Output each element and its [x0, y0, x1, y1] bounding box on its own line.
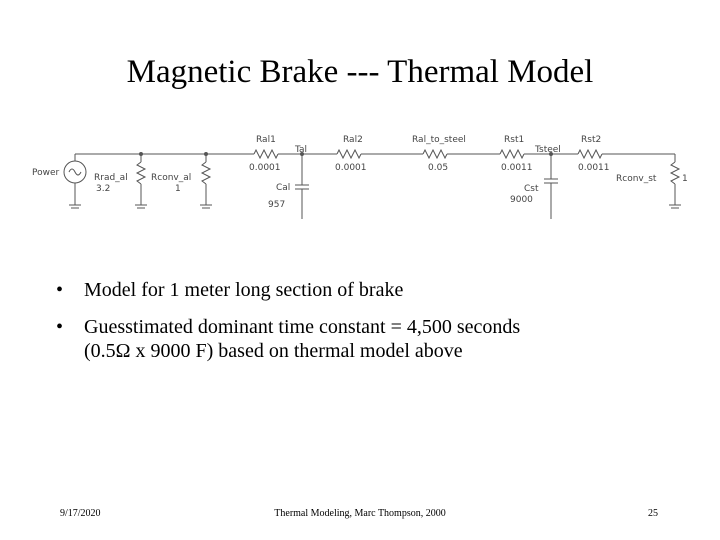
- label-ral-to-steel: Ral_to_steel: [412, 135, 466, 145]
- label-cst-value: 9000: [510, 195, 533, 205]
- bullet-item: [56, 315, 676, 363]
- footer-page-number: 25: [648, 508, 658, 519]
- bullet-list: [56, 278, 676, 376]
- bullet-text: Guesstimated dominant time constant = 4,500 seconds: [84, 316, 521, 338]
- label-rconv-st-value: 1: [682, 174, 688, 184]
- bullet-text: Model for 1 meter long section of brake: [84, 279, 404, 301]
- resistor-ral2: [337, 150, 361, 158]
- label-tal: Tal: [295, 145, 308, 155]
- label-power: Power: [32, 168, 60, 178]
- label-ral1-value: 0.0001: [249, 163, 281, 173]
- label-rst1-value: 0.0011: [501, 163, 533, 173]
- resistor-rrad: [137, 162, 145, 184]
- label-rst1: Rst1: [504, 135, 525, 145]
- resistor-ral1: [254, 150, 278, 158]
- resistor-rconv-st: [671, 162, 679, 184]
- bullet-dot: •: [56, 279, 64, 301]
- label-rconv-al-value: 1: [175, 184, 181, 194]
- label-cal-value: 957: [268, 200, 286, 210]
- footer-center: Thermal Modeling, Marc Thompson, 2000: [274, 508, 446, 519]
- label-ral1: Ral1: [256, 135, 276, 145]
- footer-date: 9/17/2020: [60, 508, 101, 519]
- resistor-rst1: [500, 150, 524, 158]
- label-rconv-st: Rconv_st: [616, 174, 657, 184]
- resistor-ral-to-steel: [423, 150, 447, 158]
- bullet-dot: •: [56, 316, 64, 338]
- label-rst2: Rst2: [581, 135, 602, 145]
- bullet-item: [56, 278, 676, 302]
- label-ral-to-steel-value: 0.05: [428, 163, 449, 173]
- label-rrad: Rrad_al: [94, 173, 128, 183]
- label-ral2: Ral2: [343, 135, 363, 145]
- label-rst2-value: 0.0011: [578, 163, 610, 173]
- label-cal: Cal: [276, 183, 291, 193]
- slide-title: Magnetic Brake --- Thermal Model: [126, 54, 594, 90]
- thermal-circuit-diagram: [30, 125, 695, 230]
- resistor-rconv-al: [202, 162, 210, 184]
- label-rrad-value: 3.2: [96, 184, 111, 194]
- label-rconv-al: Rconv_al: [151, 173, 192, 183]
- bullet-text-continuation: (0.5Ω x 9000 F) based on thermal model above: [84, 340, 463, 362]
- label-tsteel: Tsteel: [535, 145, 561, 155]
- label-ral2-value: 0.0001: [335, 163, 367, 173]
- label-cst: Cst: [524, 184, 539, 194]
- resistor-rst2: [578, 150, 602, 158]
